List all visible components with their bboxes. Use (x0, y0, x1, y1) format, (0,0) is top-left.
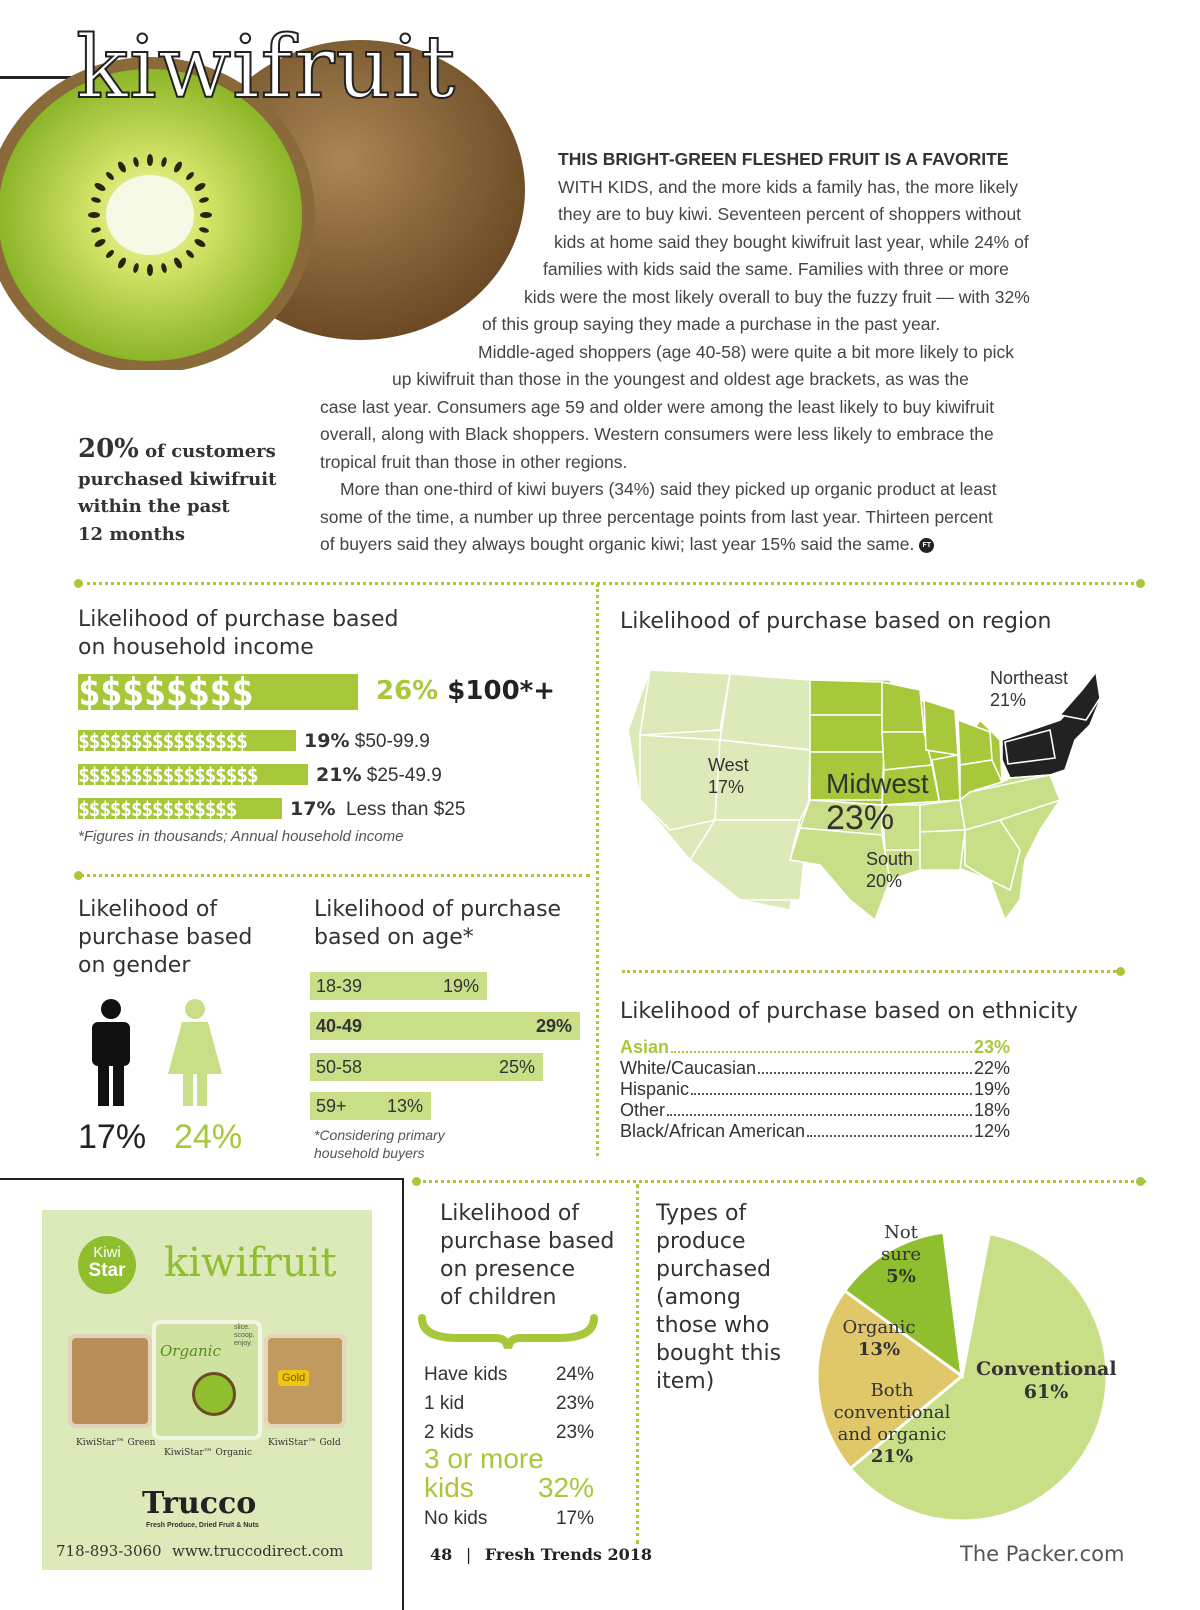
income-bar (78, 764, 308, 785)
callout-text: within the past (78, 496, 230, 517)
kiwi-slice-icon (192, 1372, 236, 1416)
divider-dot (412, 1177, 421, 1186)
region-label-midwest (826, 768, 929, 836)
footer-separator: | (465, 1545, 472, 1564)
intro-line: they are to buy kiwi. Seventeen percent of shoppers without (558, 204, 1022, 224)
intro-line: families with kids said the same. Families with three or more (543, 259, 1009, 279)
income-pct: 19% (304, 730, 350, 752)
trucco-tagline: Fresh Produce, Dried Fruit & Nuts (146, 1522, 259, 1529)
children-row-highlight (424, 1444, 594, 1502)
pie-value-num: 21 (870, 1446, 896, 1467)
age-bar-value: 19% (442, 976, 479, 996)
callout (78, 436, 298, 548)
ethnicity-pct: 19% (973, 1079, 1010, 1099)
trucco-logo: Trucco (142, 1486, 257, 1521)
children-pct: 24% (555, 1364, 594, 1385)
ethnicity-row (620, 1100, 1010, 1121)
pie-value-num: 5 (886, 1266, 899, 1287)
ethnicity-row (620, 1058, 1010, 1079)
income-bar (78, 798, 282, 819)
divider (636, 1184, 639, 1544)
age-title-line: Likelihood of purchase (314, 897, 562, 922)
divider (622, 970, 1122, 973)
region-name: Northeast (990, 668, 1069, 688)
age-bar (310, 1053, 543, 1081)
produce-title (656, 1200, 781, 1396)
age-title-line: based on age* (314, 925, 474, 950)
produce-title-line: Types of (656, 1201, 747, 1226)
package-gold-label: Gold (278, 1370, 309, 1386)
ethnicity-label: Other (620, 1100, 666, 1120)
intro-last-text: of buyers said they always bought organic kiwi; last year 15% said the same. (320, 534, 915, 554)
age-bar (310, 972, 487, 1000)
age-bar (310, 1092, 431, 1120)
ethnicity-row (620, 1079, 1010, 1100)
footer-site[interactable]: The Packer.com (960, 1542, 1125, 1566)
children-label: 2 kids (424, 1422, 474, 1443)
package-organic-label: Organic (160, 1342, 221, 1360)
age-footnote-line: household buyers (314, 1145, 425, 1161)
children-title-line: of children (440, 1285, 557, 1310)
children-pct: 17% (555, 1508, 594, 1529)
income-footnote: *Figures in thousands; Annual household income (78, 828, 404, 845)
income-range: $50-99.9 (354, 731, 430, 752)
region-title: Likelihood of purchase based on region (620, 609, 1052, 634)
ethnicity-pct: 12% (973, 1121, 1010, 1141)
callout-text: of customers (145, 441, 276, 462)
age-footnote (314, 1126, 445, 1162)
pie-label-both (822, 1380, 962, 1468)
ethnicity-pct: 22% (973, 1058, 1010, 1078)
age-bar-label: 59+ (316, 1096, 347, 1116)
children-title-line: Likelihood of (440, 1201, 580, 1226)
logo-text: Star (88, 1260, 126, 1281)
pie-value: 21% (870, 1446, 914, 1467)
income-bar (78, 730, 296, 751)
logo-text: Kiwi (93, 1244, 121, 1261)
pie-label: Organic (842, 1317, 916, 1338)
age-title (314, 896, 561, 952)
pie-label (866, 1200, 936, 1222)
children-title (440, 1200, 614, 1312)
income-bar-dollars: $$$$$$$$$$$$$$$$ (78, 730, 247, 751)
children-pct: 23% (555, 1422, 594, 1443)
children-label: 1 kid (424, 1393, 465, 1414)
income-title-line: on household income (78, 635, 314, 660)
children-label: 3 or more (424, 1443, 544, 1474)
pie-label-organic (836, 1317, 922, 1361)
divider (80, 874, 590, 877)
divider (416, 1180, 1146, 1183)
age-bar-label: 18-39 (316, 976, 363, 996)
income-pct: 17% (290, 798, 336, 820)
children-row (424, 1364, 594, 1386)
income-bar-dollars: $$$$$$$$$$$$$$$$$ (78, 764, 258, 785)
package-tagline: slice. scoop. enjoy. (234, 1324, 255, 1347)
income-range: Less than $25 (346, 799, 466, 820)
pie-label-text: and organic (837, 1424, 947, 1445)
age-bar (310, 1012, 580, 1040)
income-range: $100*+ (447, 676, 556, 706)
produce-title-line: purchased (656, 1257, 771, 1282)
package-caption: KiwiStar™ Organic (164, 1448, 253, 1458)
ad-panel[interactable] (42, 1210, 372, 1570)
income-range: $25-49.9 (366, 765, 442, 786)
income-label (316, 764, 442, 787)
divider-dot (1136, 1177, 1145, 1186)
intro-line: overall, along with Black shoppers. Western consumers were less likely to embrace the (320, 424, 994, 444)
region-name: Midwest (826, 768, 929, 799)
divider (80, 582, 1140, 585)
pie-value: 13% (857, 1339, 901, 1360)
ethnicity-pct: 23% (973, 1037, 1010, 1057)
children-label: No kids (424, 1508, 488, 1529)
income-label (304, 730, 430, 753)
region-pct: 23% (826, 799, 895, 837)
ethnicity-label: Black/African American (620, 1121, 806, 1141)
region-name: South (866, 849, 914, 869)
income-title (78, 606, 399, 662)
pie-value-num: 13 (857, 1339, 883, 1360)
children-label: Have kids (424, 1364, 508, 1385)
divider-dot (1116, 967, 1125, 976)
age-bar-label: 50-58 (316, 1057, 363, 1077)
produce-title-line: item) (656, 1369, 715, 1394)
intro-line: WITH KIDS, and the more kids a family has, the more likely (558, 176, 1019, 197)
age-bar-value: 29% (535, 1016, 572, 1036)
region-label-northeast (990, 667, 1068, 711)
intro-text (300, 146, 1120, 559)
page-title: kiwifruit (76, 18, 457, 118)
intro-line: Middle-aged shoppers (age 40-58) were quite a bit more likely to pick (478, 341, 1014, 362)
callout-text: purchased kiwifruit (78, 468, 277, 490)
pie-value-num: 61 (1023, 1381, 1051, 1403)
region-name: West (708, 755, 749, 775)
ethnicity-label: Asian (620, 1037, 670, 1057)
pie-label-text: Both (870, 1380, 914, 1401)
pie-label-text: sure (880, 1244, 922, 1265)
produce-title-line: (among (656, 1285, 741, 1310)
region-pct: 17% (708, 777, 745, 797)
income-title-line: Likelihood of purchase based (78, 607, 399, 632)
female-pct: 24% (174, 1118, 243, 1156)
intro-line: tropical fruit than those in other regions. (320, 451, 628, 472)
produce-title-line: produce (656, 1229, 746, 1254)
income-pct: 21% (316, 764, 362, 786)
package-green (68, 1334, 152, 1428)
children-label: kids (424, 1472, 474, 1503)
end-mark-icon: FT (919, 538, 934, 553)
ad-product: kiwifruit (164, 1240, 337, 1286)
pie-label-text: conventional (833, 1402, 951, 1423)
produce-title-line: those who (656, 1313, 770, 1338)
page-number: 48 (430, 1545, 453, 1564)
age-bar-value: 25% (498, 1057, 535, 1077)
ad-phone[interactable]: 718-893-3060 (56, 1542, 162, 1560)
intro-line: kids at home said they bought kiwifruit last year, while 24% of (554, 231, 1029, 252)
intro-line: up kiwifruit than those in the youngest and oldest age brackets, as was the (392, 369, 969, 389)
region-label-south (866, 848, 913, 892)
children-title-line: purchase based (440, 1229, 615, 1254)
gender-title-line: purchase based (78, 925, 253, 950)
income-bar-dollars: $$$$$$$$ (78, 674, 254, 710)
age-bar-value: 13% (386, 1096, 423, 1116)
income-label (376, 676, 555, 706)
produce-title-line: bought this (656, 1341, 782, 1366)
income-bar (78, 674, 358, 710)
gender-title-line: Likelihood of (78, 897, 218, 922)
income-bar-dollars: $$$$$$$$$$$$$$$ (78, 798, 237, 819)
intro-line: case last year. Consumers age 59 and older were among the least likely to buy kiwifruit (320, 396, 995, 417)
pie-label-notsure (866, 1200, 936, 1288)
female-icon (166, 998, 224, 1108)
ethnicity-pct: 18% (973, 1100, 1010, 1120)
region-pct: 20% (866, 871, 903, 891)
divider (596, 584, 599, 1156)
intro-line: THIS BRIGHT-GREEN FLESHED FRUIT IS A FAVORITE (558, 149, 1009, 169)
brace-icon (418, 1314, 598, 1350)
male-pct: 17% (78, 1118, 147, 1156)
children-title-line: on presence (440, 1257, 576, 1282)
ad-website-link[interactable]: www.truccodirect.com (172, 1542, 344, 1560)
children-pct: 32% (537, 1472, 594, 1503)
children-row (424, 1422, 594, 1444)
pie-label-conventional (976, 1358, 1116, 1404)
package-caption: KiwiStar™ Green (76, 1438, 156, 1448)
footer-folio (430, 1545, 652, 1564)
intro-line: some of the time, a number up three percentage points from last year. Thirteen percent (320, 506, 993, 527)
callout-text: 12 months (78, 523, 185, 545)
ethnicity-row (620, 1121, 1010, 1142)
pie-label: Conventional (976, 1358, 1117, 1380)
pie-value: 61% (1023, 1381, 1069, 1403)
package-caption: KiwiStar™ Gold (268, 1438, 341, 1448)
kiwistar-logo (78, 1236, 136, 1294)
income-label (290, 798, 465, 821)
income-pct: 26% (376, 676, 439, 706)
divider-dot (1136, 579, 1145, 588)
ethnicity-row (620, 1037, 1010, 1058)
children-row (424, 1508, 594, 1530)
gender-title (78, 896, 252, 980)
age-bar-label: 40-49 (316, 1016, 363, 1036)
package-gold (264, 1334, 346, 1428)
pie-label-text: Not (884, 1222, 918, 1243)
ethnicity-label: White/Caucasian (620, 1058, 757, 1078)
region-pct: 21% (990, 690, 1027, 710)
intro-line: More than one-third of kiwi buyers (34%) said they picked up organic product at least (340, 479, 997, 499)
intro-line (300, 531, 1120, 559)
region-label-west (708, 754, 749, 798)
publication-name: Fresh Trends 2018 (484, 1545, 652, 1564)
gender-title-line: on gender (78, 953, 191, 978)
children-row (424, 1393, 594, 1415)
intro-line: of this group saying they made a purchase in the past year. (482, 314, 941, 334)
pie-value: 5% (886, 1266, 916, 1287)
male-icon (86, 998, 136, 1108)
ethnicity-title: Likelihood of purchase based on ethnicity (620, 999, 1078, 1024)
callout-pct: 20% (78, 434, 139, 464)
ethnicity-label: Hispanic (620, 1079, 690, 1099)
age-footnote-line: *Considering primary (314, 1127, 445, 1143)
intro-line: kids were the most likely overall to buy the fuzzy fruit — with 32% (524, 286, 1030, 307)
children-pct: 23% (555, 1393, 594, 1414)
